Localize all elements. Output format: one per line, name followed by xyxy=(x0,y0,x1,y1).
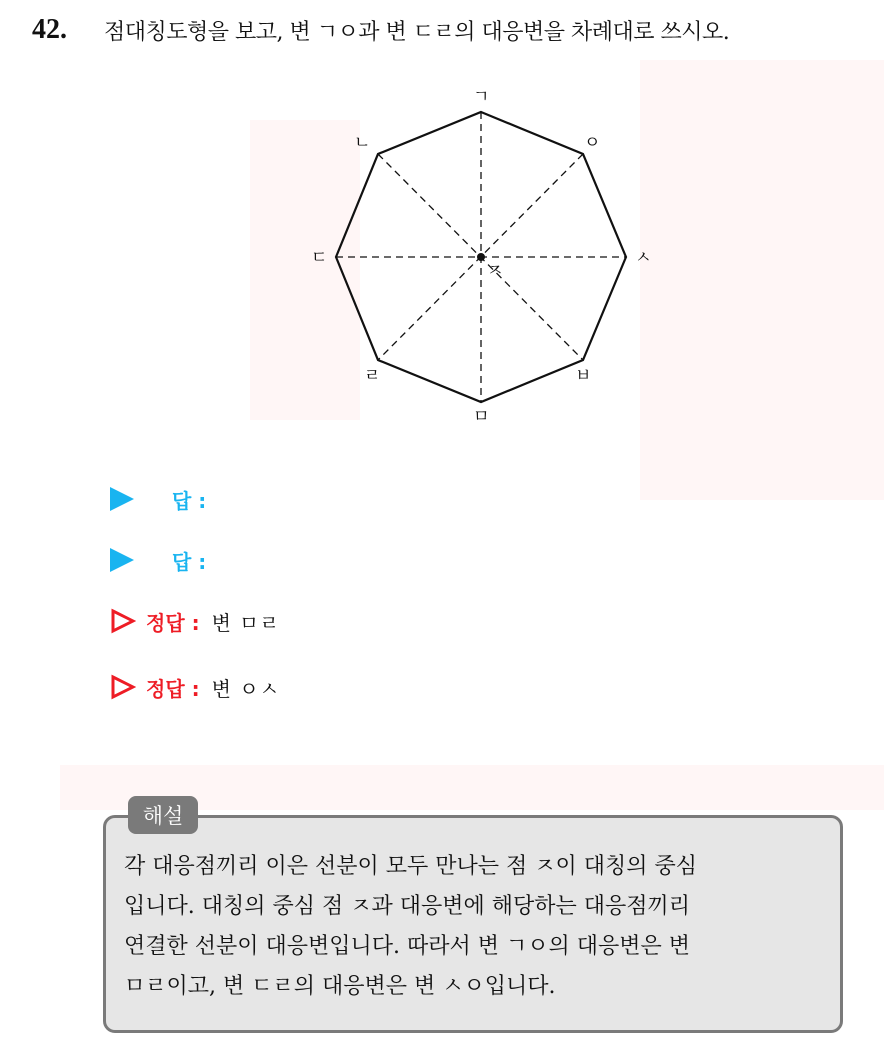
explanation-line: 입니다. 대칭의 중심 점 ㅈ과 대응변에 해당하는 대응점끼리 xyxy=(124,894,690,919)
answer-row-2 xyxy=(110,545,206,575)
question-text: 점대칭도형을 보고, 변 ㄱㅇ과 변 ㄷㄹ의 대응변을 차례대로 쓰시오. xyxy=(104,20,730,45)
correct-answer-value: 변 ㅁㄹ xyxy=(211,610,280,635)
vertex-label-lower-left: ㄹ xyxy=(364,366,381,386)
vertex-label-left: ㄷ xyxy=(311,248,328,268)
correct-answer-label: 정답 : xyxy=(146,610,200,635)
answer-row-1 xyxy=(110,484,206,514)
vertex-label-upper-right: ㅇ xyxy=(584,133,601,153)
octagon-figure xyxy=(300,76,680,436)
explanation-line: ㅁㄹ이고, 변 ㄷㄹ의 대응변은 변 ㅅㅇ입니다. xyxy=(124,974,556,999)
correct-answer-value: 변 ㅇㅅ xyxy=(211,676,280,701)
vertex-label-top: ㄱ xyxy=(473,87,490,107)
explanation-line: 각 대응점끼리 이은 선분이 모두 만나는 점 ㅈ이 대칭의 중심 xyxy=(124,854,697,879)
vertex-label-upper-left: ㄴ xyxy=(354,133,371,153)
correct-answer-row-2 xyxy=(110,672,280,702)
explanation-tag: 해설 xyxy=(128,796,198,834)
explanation-text xyxy=(124,847,828,1007)
vertex-label-lower-right: ㅂ xyxy=(575,366,592,386)
outline-arrow-icon xyxy=(110,608,136,634)
vertex-label-center: ㅈ xyxy=(487,261,504,281)
vertex-label-bottom: ㅁ xyxy=(473,407,490,427)
answer-label: 답 : xyxy=(172,488,207,513)
correct-answer-label: 정답 : xyxy=(146,676,200,701)
play-arrow-icon xyxy=(110,548,134,572)
answer-label: 답 : xyxy=(172,549,207,574)
outline-arrow-icon xyxy=(110,674,136,700)
center-point xyxy=(477,253,485,261)
question-number: 42. xyxy=(32,14,67,45)
explanation-line: 연결한 선분이 대응변입니다. 따라서 변 ㄱㅇ의 대응변은 변 xyxy=(124,934,690,959)
correct-answer-row-1 xyxy=(110,606,280,636)
vertex-label-right: ㅅ xyxy=(635,248,652,268)
play-arrow-icon xyxy=(110,487,134,511)
